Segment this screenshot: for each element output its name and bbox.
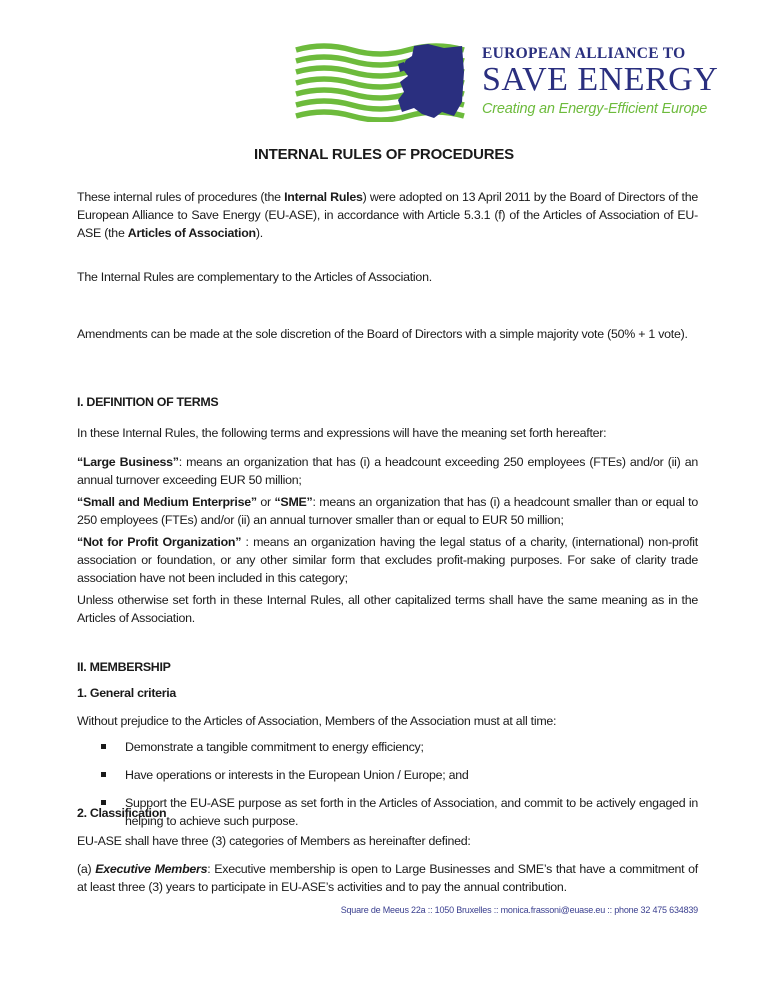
section-2-heading: II. MEMBERSHIP [77, 660, 171, 674]
definition-large-business [77, 453, 698, 489]
section-1-closing: Unless otherwise set forth in these Internal Rules, all other capitalized terms shall have the same meaning as in the Articles of Association. [77, 593, 698, 625]
text: : Executive membership is open to Large Businesses and SME’s that have a commitment of at least three (3) years to participate in EU-ASE’s activities and to pay the annual contribution. [77, 862, 698, 894]
text: : means an organization that has (i) a headcount smaller than or equal to 250 employees (FTEs) and/or (ii) an annual turnover smaller than or equal to EUR 50 million; [77, 495, 699, 527]
term-executive-members: Executive Members [95, 862, 208, 876]
intro-paragraph-2: The Internal Rules are complementary to the Articles of Association. [77, 270, 432, 284]
criteria-item-1: Demonstrate a tangible commitment to energy efficiency; [125, 740, 424, 754]
logo-line-2: SAVE ENERGY [482, 61, 719, 98]
term: “Not for Profit Organization” [77, 535, 242, 549]
section-1-lead: In these Internal Rules, the following terms and expressions will have the meaning set forth hereafter: [77, 426, 607, 440]
text: or [256, 495, 275, 509]
term-articles-of-association: Articles of Association [127, 226, 256, 240]
text: : means an organization having the legal status of a charity, (international) non-profit association or foundation, or any other similar form that excludes profit-making purposes. For sake of clarity trade association have not been included in this category; [77, 535, 699, 585]
text: ). [255, 226, 263, 240]
executive-members-paragraph [77, 860, 698, 896]
definition-not-for-profit [77, 533, 698, 587]
footer-contact: Square de Meeus 22a :: 1050 Bruxelles :: monica.frassoni@euase.eu :: phone 32 475 634839 [340, 905, 698, 915]
europe-map-wave-icon [294, 42, 466, 122]
definition-sme [77, 493, 698, 529]
term: “Large Business” [77, 455, 179, 469]
term: “SME” [274, 495, 313, 509]
text: These internal rules of procedures (the [77, 190, 285, 204]
criteria-item-2: Have operations or interests in the European Union / Europe; and [125, 768, 469, 782]
logo-tagline: Creating an Energy-Efficient Europe [482, 101, 708, 117]
text: (a) [77, 862, 96, 876]
intro-paragraph-3: Amendments can be made at the sole discretion of the Board of Directors with a simple majority vote (50% + 1 vote). [77, 327, 688, 341]
section-1-heading: I. DEFINITION OF TERMS [77, 395, 219, 409]
logo-line-1: EUROPEAN ALLIANCE TO [482, 45, 686, 62]
general-criteria-lead: Without prejudice to the Articles of Association, Members of the Association must at all time: [77, 714, 557, 728]
document-title: INTERNAL RULES OF PROCEDURES [254, 146, 514, 163]
text: ) were adopted on 13 April 2011 by the Board of Directors of the European Alliance to Save Energy (EU-ASE), in accordance with Article 5.3.1 (f) of the Articles of Association of EU-ASE (the [77, 190, 699, 240]
intro-paragraph-1 [77, 188, 698, 242]
subsection-general-criteria-heading: 1. General criteria [77, 686, 176, 700]
term: “Small and Medium Enterprise” [77, 495, 257, 509]
subsection-classification-heading: 2. Classification [77, 806, 167, 820]
criteria-item-3: Support the EU-ASE purpose as set forth in the Articles of Association, and commit to be actively engaged in helping to achieve such purpose. [125, 796, 698, 828]
classification-lead: EU-ASE shall have three (3) categories of Members as hereinafter defined: [77, 834, 471, 848]
eu-ase-logo [294, 42, 734, 122]
logo-wordmark [482, 42, 742, 119]
term-internal-rules: Internal Rules [284, 190, 363, 204]
text: : means an organization that has (i) a headcount exceeding 250 employees (FTEs) and/or (ii) an annual turnover exceeding EUR 50 million; [77, 455, 698, 487]
